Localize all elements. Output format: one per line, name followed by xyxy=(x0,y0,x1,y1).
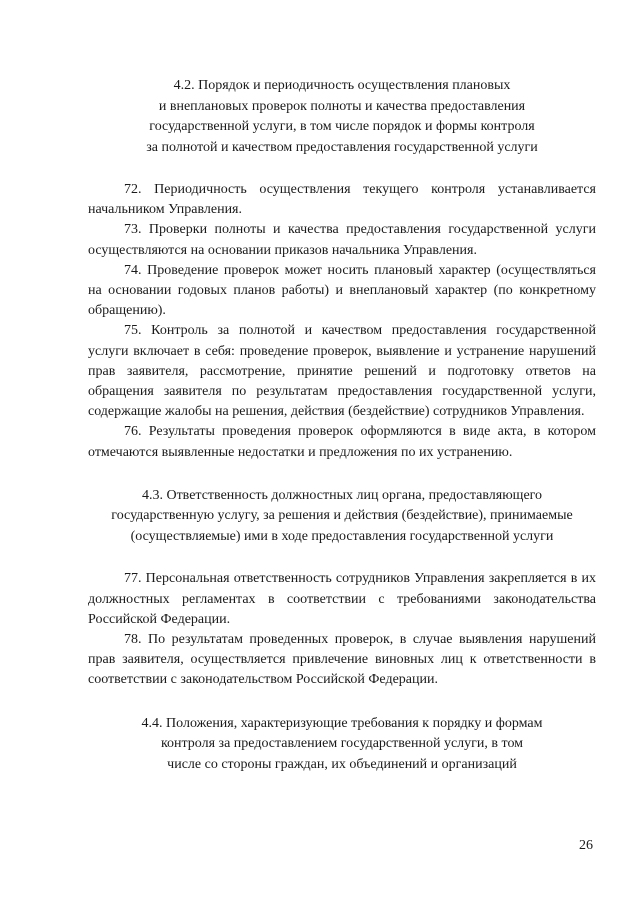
paragraph-77: 77. Персональная ответственность сотрудников Управления закрепляется в их должностных регламентах в соответствии с требованиями законодательства Российской Федерации. xyxy=(88,571,596,627)
section-4-3-heading xyxy=(88,486,596,548)
spacer xyxy=(88,463,596,486)
spacer xyxy=(88,691,596,714)
heading-line: 4.3. Ответственность должностных лиц органа, предоставляющего xyxy=(141,487,543,503)
heading-line: государственную услугу, за решения и действия (бездействие), принимаемые xyxy=(111,508,573,524)
section-4-2-heading xyxy=(88,76,596,158)
paragraph-78: 78. По результатам проведенных проверок, в случае выявления нарушений прав заявителя, осуществляется привлечение виновных лиц к ответственности в соответствии с законодательством Российской Федерации. xyxy=(88,631,596,688)
page-number: 26 xyxy=(579,838,593,853)
heading-line: контроля за предоставлением государственной услуги, в том xyxy=(160,736,524,752)
heading-line: и внеплановых проверок полноты и качества предоставления xyxy=(158,98,526,114)
paragraph-72: 72. Периодичность осуществления текущего контроля устанавливается начальником Управления. xyxy=(88,182,596,218)
paragraph-75: 75. Контроль за полнотой и качеством предоставления государственной услуги включает в себя: проведение проверок, выявление и устранение нарушений прав заявителя, рассмотрение, принятие решений и подготовку ответов на обращения заявителя по результатам предоставления государственной услуги, содержащие жалобы на решения, действия (бездействие) сотрудников Управления. xyxy=(88,323,596,420)
heading-line: 4.2. Порядок и периодичность осуществления плановых xyxy=(173,78,511,93)
page-content xyxy=(88,76,596,775)
spacer xyxy=(88,547,596,569)
heading-line: государственной услуги, в том числе порядок и формы контроля xyxy=(149,119,535,134)
heading-line: (осуществляемые) ими в ходе предоставления государственной услуги xyxy=(130,528,554,544)
heading-line: за полнотой и качеством предоставления государственной услуги xyxy=(146,139,538,155)
heading-line: 4.4. Положения, характеризующие требования к порядку и формам xyxy=(141,715,543,731)
paragraph-74: 74. Проведение проверок может носить плановый характер (осуществляться на основании годовых планов работы) и внеплановый характер (по конкретному обращению). xyxy=(88,262,596,319)
heading-line: числе со стороны граждан, их объединений и организаций xyxy=(167,756,517,772)
paragraph-76: 76. Результаты проведения проверок оформляются в виде акта, в котором отмечаются выявленные недостатки и предложения по их устранению. xyxy=(88,424,596,460)
spacer xyxy=(88,158,596,180)
section-4-4-heading xyxy=(88,714,596,776)
paragraph-73: 73. Проверки полноты и качества предоставления государственной услуги осуществляются на основании приказов начальника Управления. xyxy=(88,222,596,258)
